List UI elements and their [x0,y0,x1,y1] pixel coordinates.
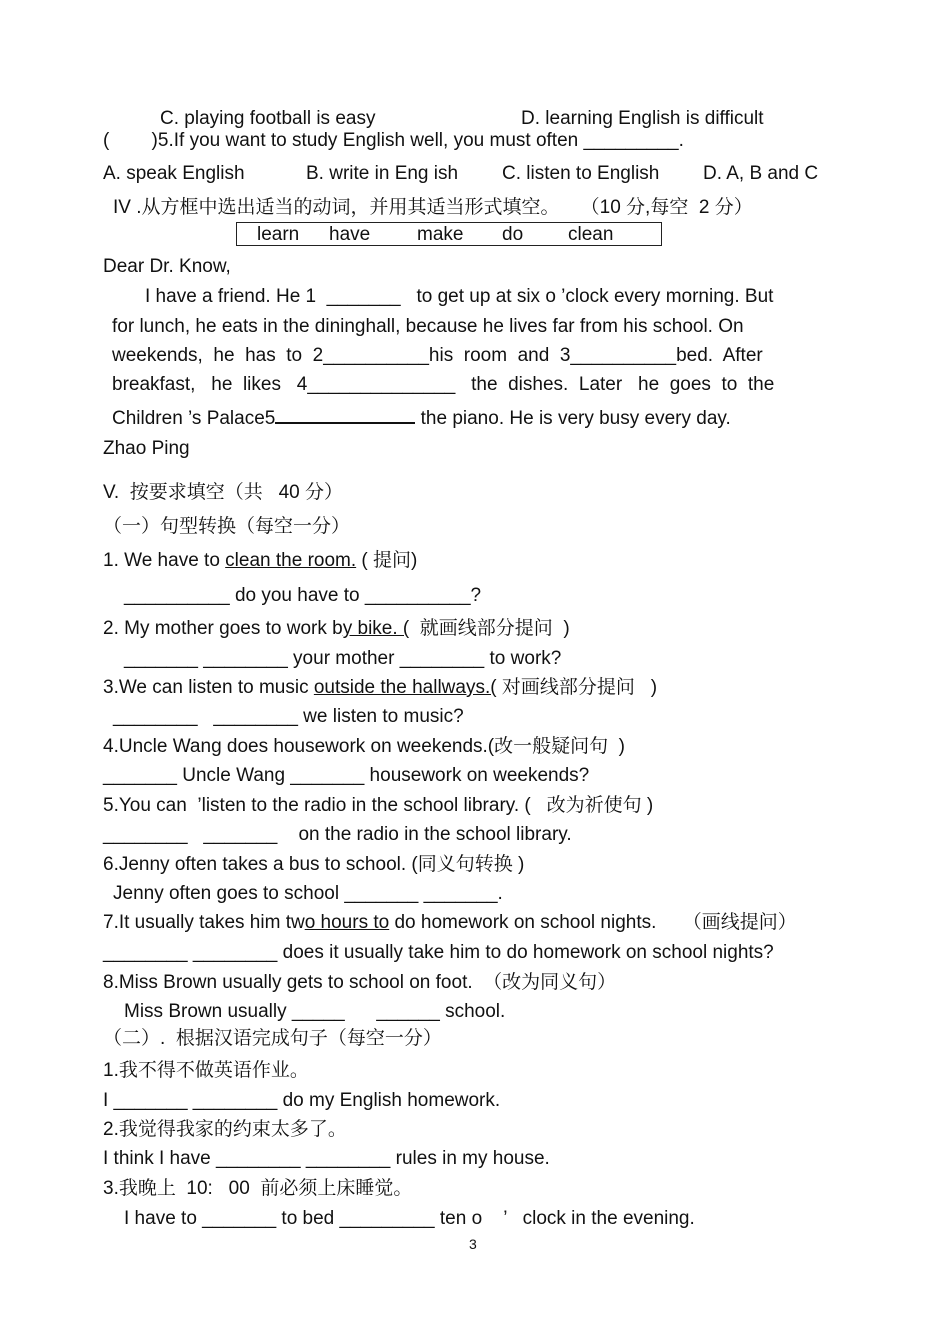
q5-option-b: B. write in Eng ish [306,163,459,184]
q1-text: 1. We have to [103,550,226,571]
q4: 4.Uncle Wang does housework on weekends.(改一般疑问句 ) [103,736,626,757]
section5-heading: V. 按要求填空（共 40 分） [103,482,344,503]
q7 [103,912,797,934]
t2: 2.我觉得我家的约束太多了。 [103,1119,347,1140]
letter-line-end: the piano. He is very busy every day. [415,408,731,429]
q4-option-c: C. playing football is easy [160,108,376,129]
q4-answer: _______ Uncle Wang _______ housework on weekends? [103,765,590,786]
letter-line-start: Children ’s Palace5 [112,408,276,429]
letter-line: weekends, he has to 2__________his room and 3__________bed. After [112,345,763,366]
part1-heading: （一）句型转换（每空一分） [103,516,351,537]
q2-answer: _______ ________ your mother ________ to work? [124,648,562,669]
q3-underlined: outside the hallways.( [313,677,497,698]
q6-answer: Jenny often goes to school _______ _______. [113,883,503,904]
q2-instruction: 就画线部分提问 ) [409,618,570,639]
q5-option-c: C. listen to English [502,163,660,184]
letter-line: for lunch, he eats in the dininghall, because he lives far from his school. On [112,316,744,337]
t3-answer: I have to _______ to bed _________ ten o ’ clock in the evening. [124,1208,695,1229]
q3-instruction: 对画线部分提问 ) [496,677,658,698]
q1-answer: __________ do you have to __________? [124,585,482,606]
q5-option-a: A. speak English [103,163,245,184]
word-box-item: learn [257,224,300,245]
letter-line [112,404,731,430]
q7-answer: ________ ________ does it usually take him to do homework on school nights? [103,942,774,963]
word-box-item: make [417,224,464,245]
q8: 8.Miss Brown usually gets to school on foot. （改为同义句） [103,972,617,993]
answer-blank [275,404,415,424]
t2-answer: I think I have ________ ________ rules in my house. [103,1148,550,1169]
part2-heading: （二）. 根据汉语完成句子（每空一分） [103,1028,442,1049]
q6: 6.Jenny often takes a bus to school. (同义句转换 ) [103,854,525,875]
q8-answer: Miss Brown usually _____ ______ school. [124,1001,506,1022]
q1-instruction: ( 提问) [356,550,418,571]
q5-option-d: D. A, B and C [703,163,819,184]
t3: 3.我晚上 10: 00 前必须上床睡觉。 [103,1178,413,1199]
q7-instruction: do homework on school nights. （画线提问） [389,912,797,933]
word-box-item: have [329,224,371,245]
page-number: 3 [469,1236,477,1252]
t1: 1.我不得不做英语作业。 [103,1060,309,1081]
q3 [103,677,657,699]
q5-answer: ________ _______ on the radio in the school library. [103,824,572,845]
word-box [236,222,662,246]
q7-text: 7.It usually takes him tw [103,912,305,933]
q5: 5.You can ’listen to the radio in the school library. ( 改为祈使句 ) [103,795,654,816]
letter-line: I have a friend. He 1 _______ to get up at six o ’clock every morning. But [145,286,774,307]
q3-answer: ________ ________ we listen to music? [113,706,464,727]
q1-underlined: clean the room. [225,550,357,571]
q2-text: 2. My mother goes to work b [103,618,343,639]
letter-greeting: Dear Dr. Know, [103,256,231,277]
q5-stem: ( )5.If you want to study English well, you must often _________. [103,130,684,151]
section4-heading: IV .从方框中选出适当的动词，并用其适当形式填空。 （10 分,每空 2 分） [113,197,753,218]
q7-underlined: o hours to [304,912,390,933]
letter-line: breakfast, he likes 4______________ the dishes. Later he goes to the [112,374,775,395]
letter-signature: Zhao Ping [103,438,190,459]
word-box-item: clean [568,224,614,245]
q3-text: 3.We can listen to music [103,677,314,698]
q4-option-d: D. learning English is difficult [521,108,764,129]
word-box-item: do [502,224,524,245]
q2-underlined: y bike. ( [342,618,410,639]
t1-answer: I _______ ________ do my English homework. [103,1090,501,1111]
q2 [103,618,570,640]
q1 [103,550,417,572]
